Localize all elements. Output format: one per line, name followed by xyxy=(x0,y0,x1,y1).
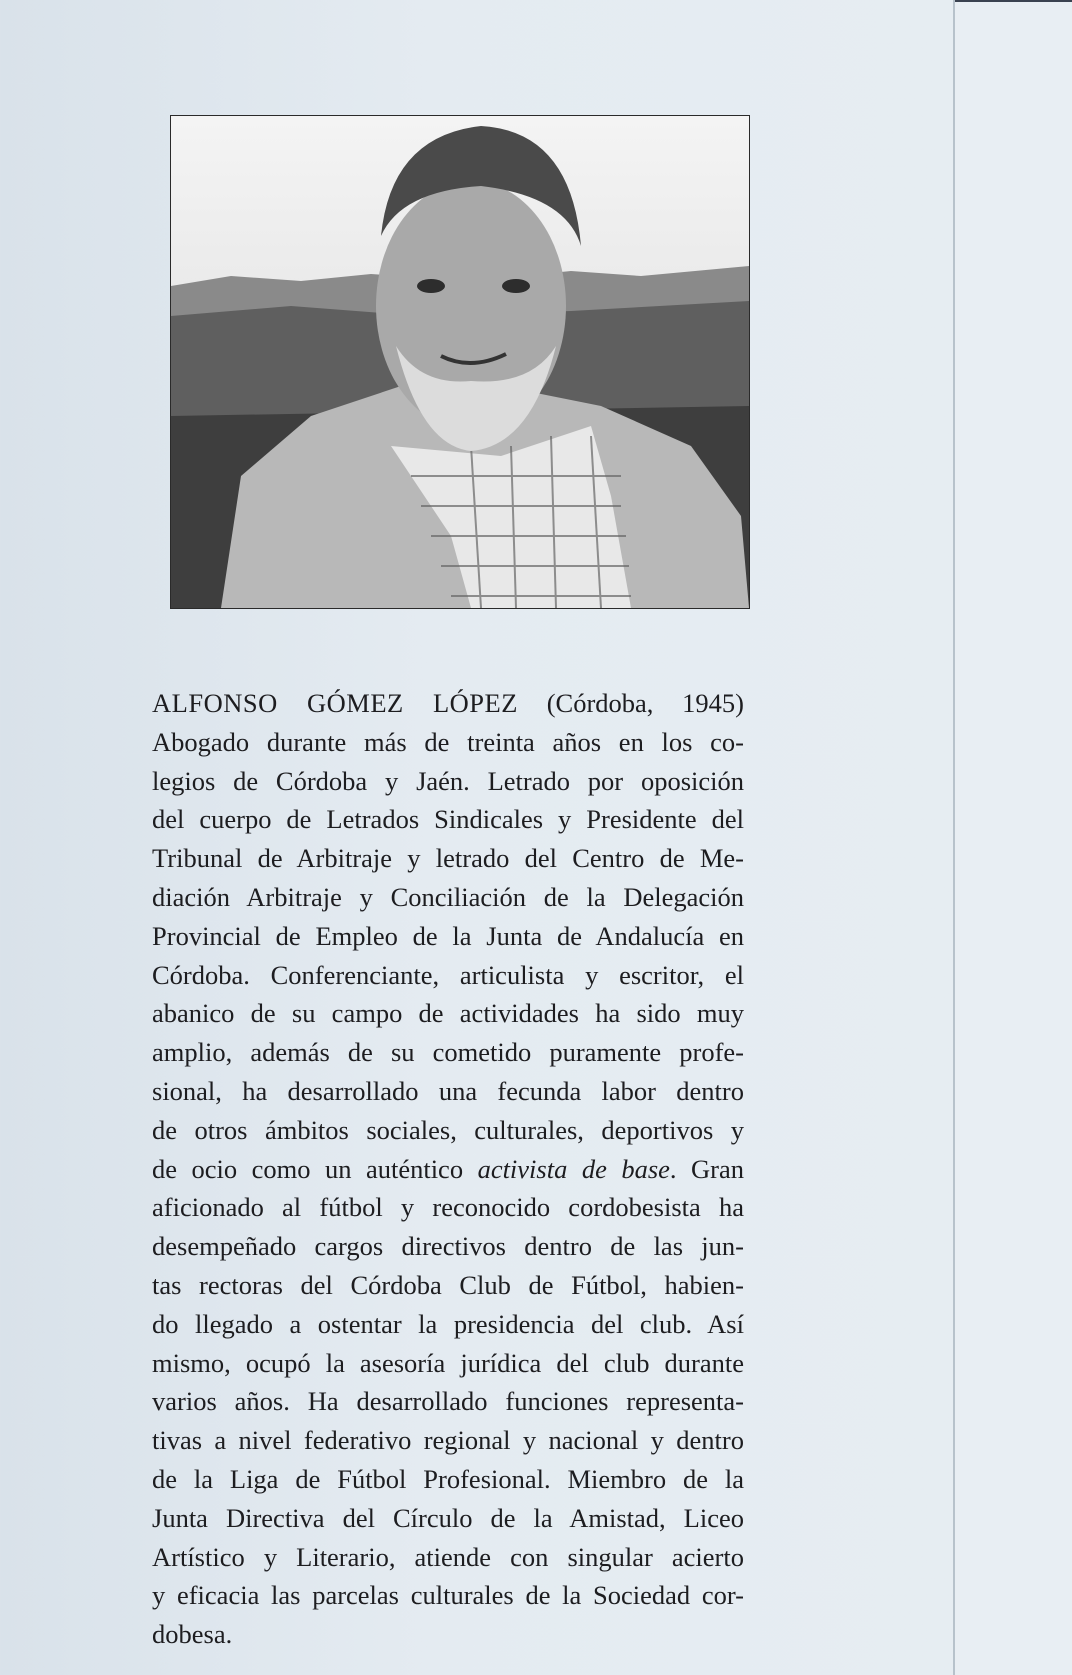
bio-italic-phrase: activista de base xyxy=(477,1153,670,1184)
bio-line: abanico de su campo de actividades ha sido muy xyxy=(152,998,744,1029)
bio-line: y eficacia las parcelas culturales de la Sociedad cor- xyxy=(152,1580,744,1611)
bio-line-italic xyxy=(152,1150,744,1189)
book-flap-fold xyxy=(953,0,1072,1675)
bio-line: Junta Directiva del Círculo de la Amistad, Liceo xyxy=(152,1502,744,1533)
bio-line: aficionado al fútbol y reconocido cordobesista ha xyxy=(152,1192,744,1223)
bio-line: Abogado durante más de treinta años en los co- xyxy=(152,726,744,757)
bio-text: . Gran xyxy=(669,1153,744,1184)
bio-line: del cuerpo de Letrados Sindicales y Presidente del xyxy=(152,804,744,835)
bio-line: desempeñado cargos directivos dentro de las jun- xyxy=(152,1231,744,1262)
bio-line: tivas a nivel federativo regional y nacional y dentro xyxy=(152,1425,744,1456)
bio-line: legios de Córdoba y Jaén. Letrado por oposición xyxy=(152,765,744,796)
bio-line: amplio, además de su cometido puramente profe- xyxy=(152,1037,744,1068)
bio-line: diación Arbitraje y Conciliación de la Delegación xyxy=(152,881,744,912)
author-portrait-photo xyxy=(170,115,750,609)
bio-line: de la Liga de Fútbol Profesional. Miembro de la xyxy=(152,1463,744,1494)
bio-line: Provincial de Empleo de la Junta de Andalucía en xyxy=(152,920,744,951)
page-edge xyxy=(955,0,1072,2)
bio-line: sional, ha desarrollado una fecunda labor dentro xyxy=(152,1075,744,1106)
author-origin: (Córdoba, 1945) xyxy=(546,688,744,718)
bio-line: de otros ámbitos sociales, culturales, deportivos y xyxy=(152,1114,744,1145)
bio-line: Tribunal de Arbitraje y letrado del Centro de Me- xyxy=(152,843,744,874)
bio-line: Artístico y Literario, atiende con singular acierto xyxy=(152,1541,744,1572)
bio-line: varios años. Ha desarrollado funciones representa- xyxy=(152,1386,744,1417)
author-biography xyxy=(152,684,744,1654)
bio-line: do llegado a ostentar la presidencia del club. Así xyxy=(152,1308,744,1339)
bio-text: de ocio como un auténtico xyxy=(152,1153,478,1184)
bio-line: mismo, ocupó la asesoría jurídica del club durante xyxy=(152,1347,744,1378)
author-name: ALFONSO GÓMEZ LÓPEZ xyxy=(152,688,518,718)
bio-line-last: dobesa. xyxy=(152,1619,233,1650)
bio-heading-line xyxy=(152,684,744,723)
bio-line: Córdoba. Conferenciante, articulista y escritor, el xyxy=(152,959,744,990)
bio-line: tas rectoras del Córdoba Club de Fútbol, habien- xyxy=(152,1269,744,1300)
